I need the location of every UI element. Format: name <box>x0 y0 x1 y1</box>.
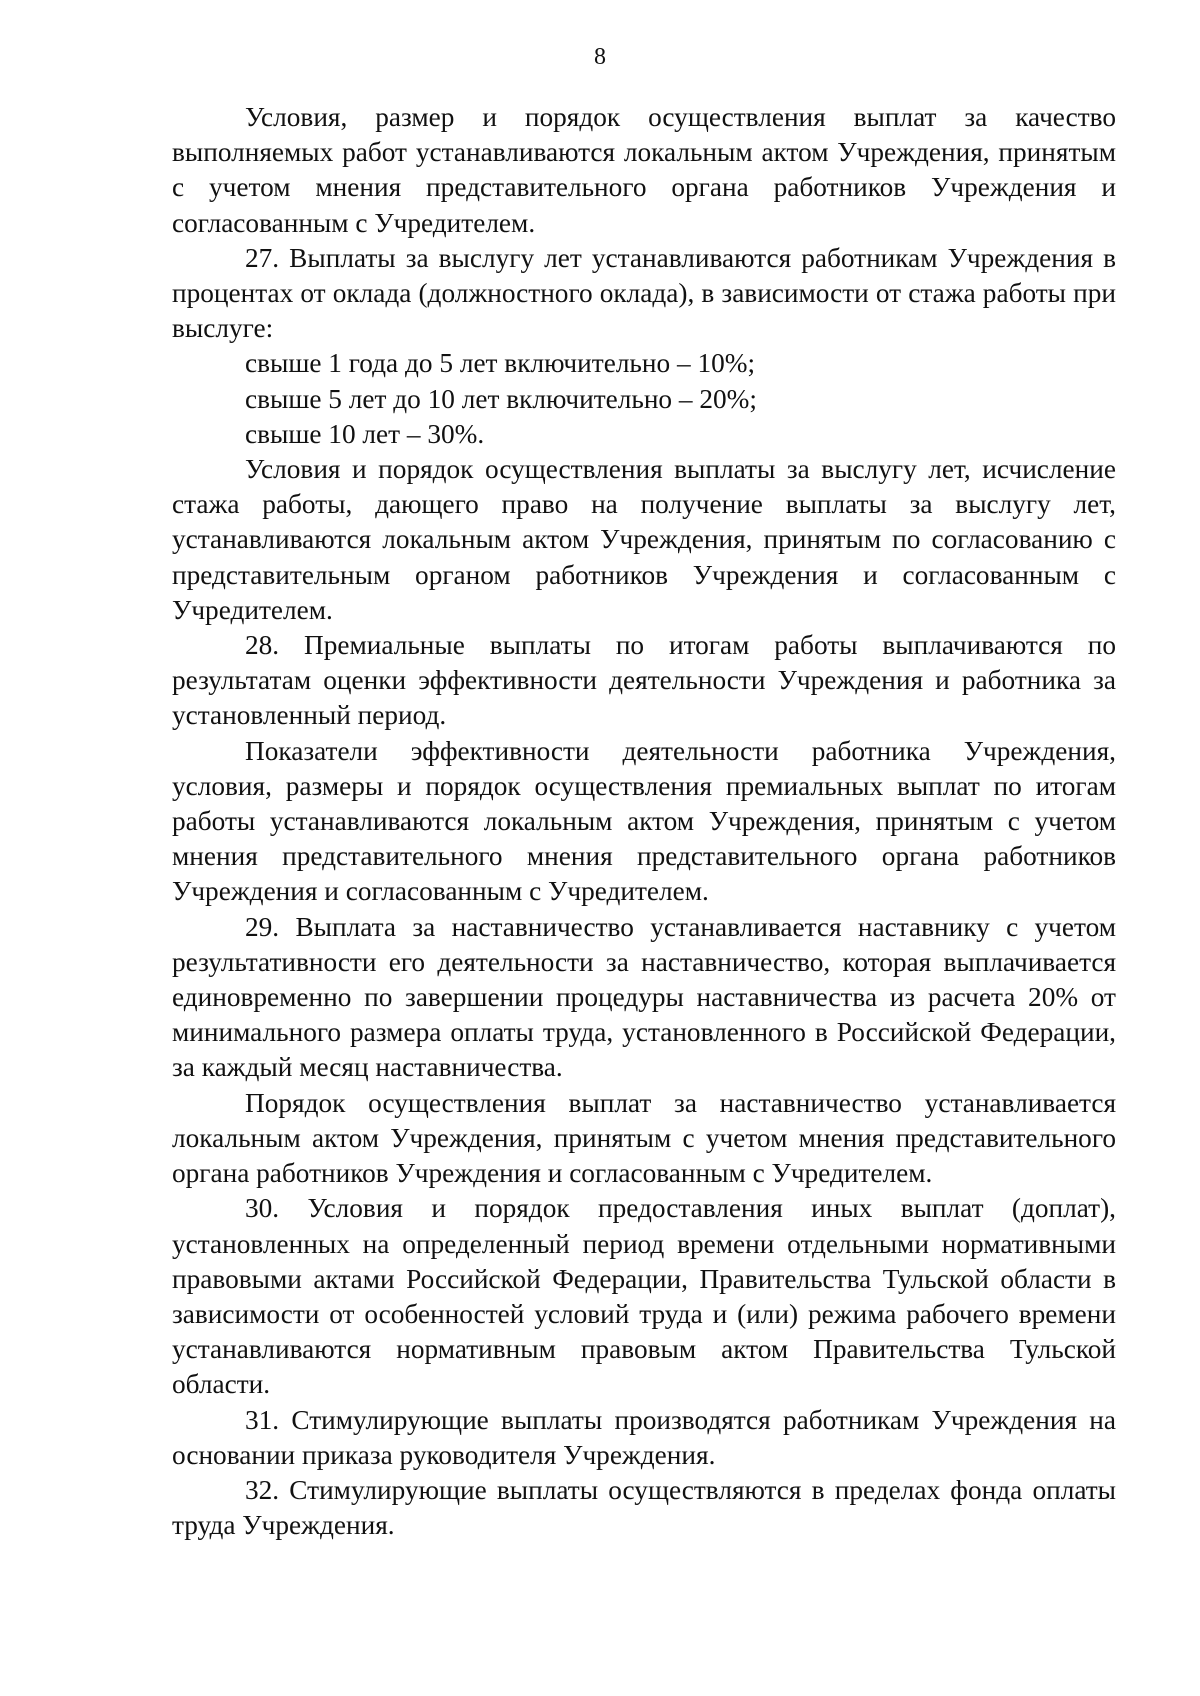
paragraph-mentoring-procedure: Порядок осуществления выплат за наставничество устанавливается локальным актом Учреждения, принятым с учетом мнения представительного органа работников Учреждения и согласованным с Учредителем. <box>172 1087 1116 1189</box>
paragraph-27-seniority: 27. Выплаты за выслугу лет устанавливаются работникам Учреждения в процентах от оклада (должностного оклада), в зависимости от стажа работы при выслуге: <box>172 242 1116 344</box>
page-number: 8 <box>594 44 606 70</box>
paragraph-32-incentive-fund: 32. Стимулирующие выплаты осуществляются в пределах фонда оплаты труда Учреждения. <box>172 1474 1116 1541</box>
paragraph-31-incentive-order: 31. Стимулирующие выплаты производятся работникам Учреждения на основании приказа руководителя Учреждения. <box>172 1404 1116 1470</box>
list-item-seniority-20: свыше 5 лет до 10 лет включительно – 20%; <box>245 383 757 414</box>
list-item-seniority-10: свыше 1 года до 5 лет включительно – 10%; <box>245 348 756 379</box>
paragraph-quality-payments: Условия, размер и порядок осуществления выплат за качество выполняемых работ устанавливаются локальным актом Учреждения, принятым с учетом мнения представительного органа работников Учреждения и согласованным с Учредителем. <box>172 102 1116 238</box>
list-item-seniority-30: свыше 10 лет – 30%. <box>245 418 485 449</box>
paragraph-28-bonus: 28. Премиальные выплаты по итогам работы выплачиваются по результатам оценки эффективности деятельности Учреждения и работника за установленный период. <box>172 630 1116 731</box>
paragraph-29-mentoring: 29. Выплата за наставничество устанавливается наставнику с учетом результативности его деятельности за наставничество, которая выплачивается единовременно по завершении процедуры наставничества из расчета 20% от минимального размера оплаты труда, установленного в Российской Федерации, за каждый месяц наставничества. <box>172 911 1116 1083</box>
paragraph-30-other-payments: 30. Условия и порядок предоставления иных выплат (доплат), установленных на определенный период времени отдельными нормативными правовыми актами Российской Федерации, Правительства Тульской области в зависимости от особенностей условий труда и (или) режима рабочего времени устанавливаются нормативным правовым актом Правительства Тульской области. <box>172 1193 1116 1400</box>
document-body <box>172 100 1116 1543</box>
paragraph-bonus-indicators: Показатели эффективности деятельности работника Учреждения, условия, размеры и порядок осуществления премиальных выплат по итогам работы устанавливаются локальным актом Учреждения, принятым с учетом мнения представительного мнения представительного органа работников Учреждения и согласованным с Учредителем. <box>172 735 1116 907</box>
paragraph-seniority-conditions: Условия и порядок осуществления выплаты за выслугу лет, исчисление стажа работы, дающего право на получение выплаты за выслугу лет, устанавливаются локальным актом Учреждения, принятым по согласованию с представительным органом работников Учреждения и согласованным с Учредителем. <box>172 454 1116 625</box>
